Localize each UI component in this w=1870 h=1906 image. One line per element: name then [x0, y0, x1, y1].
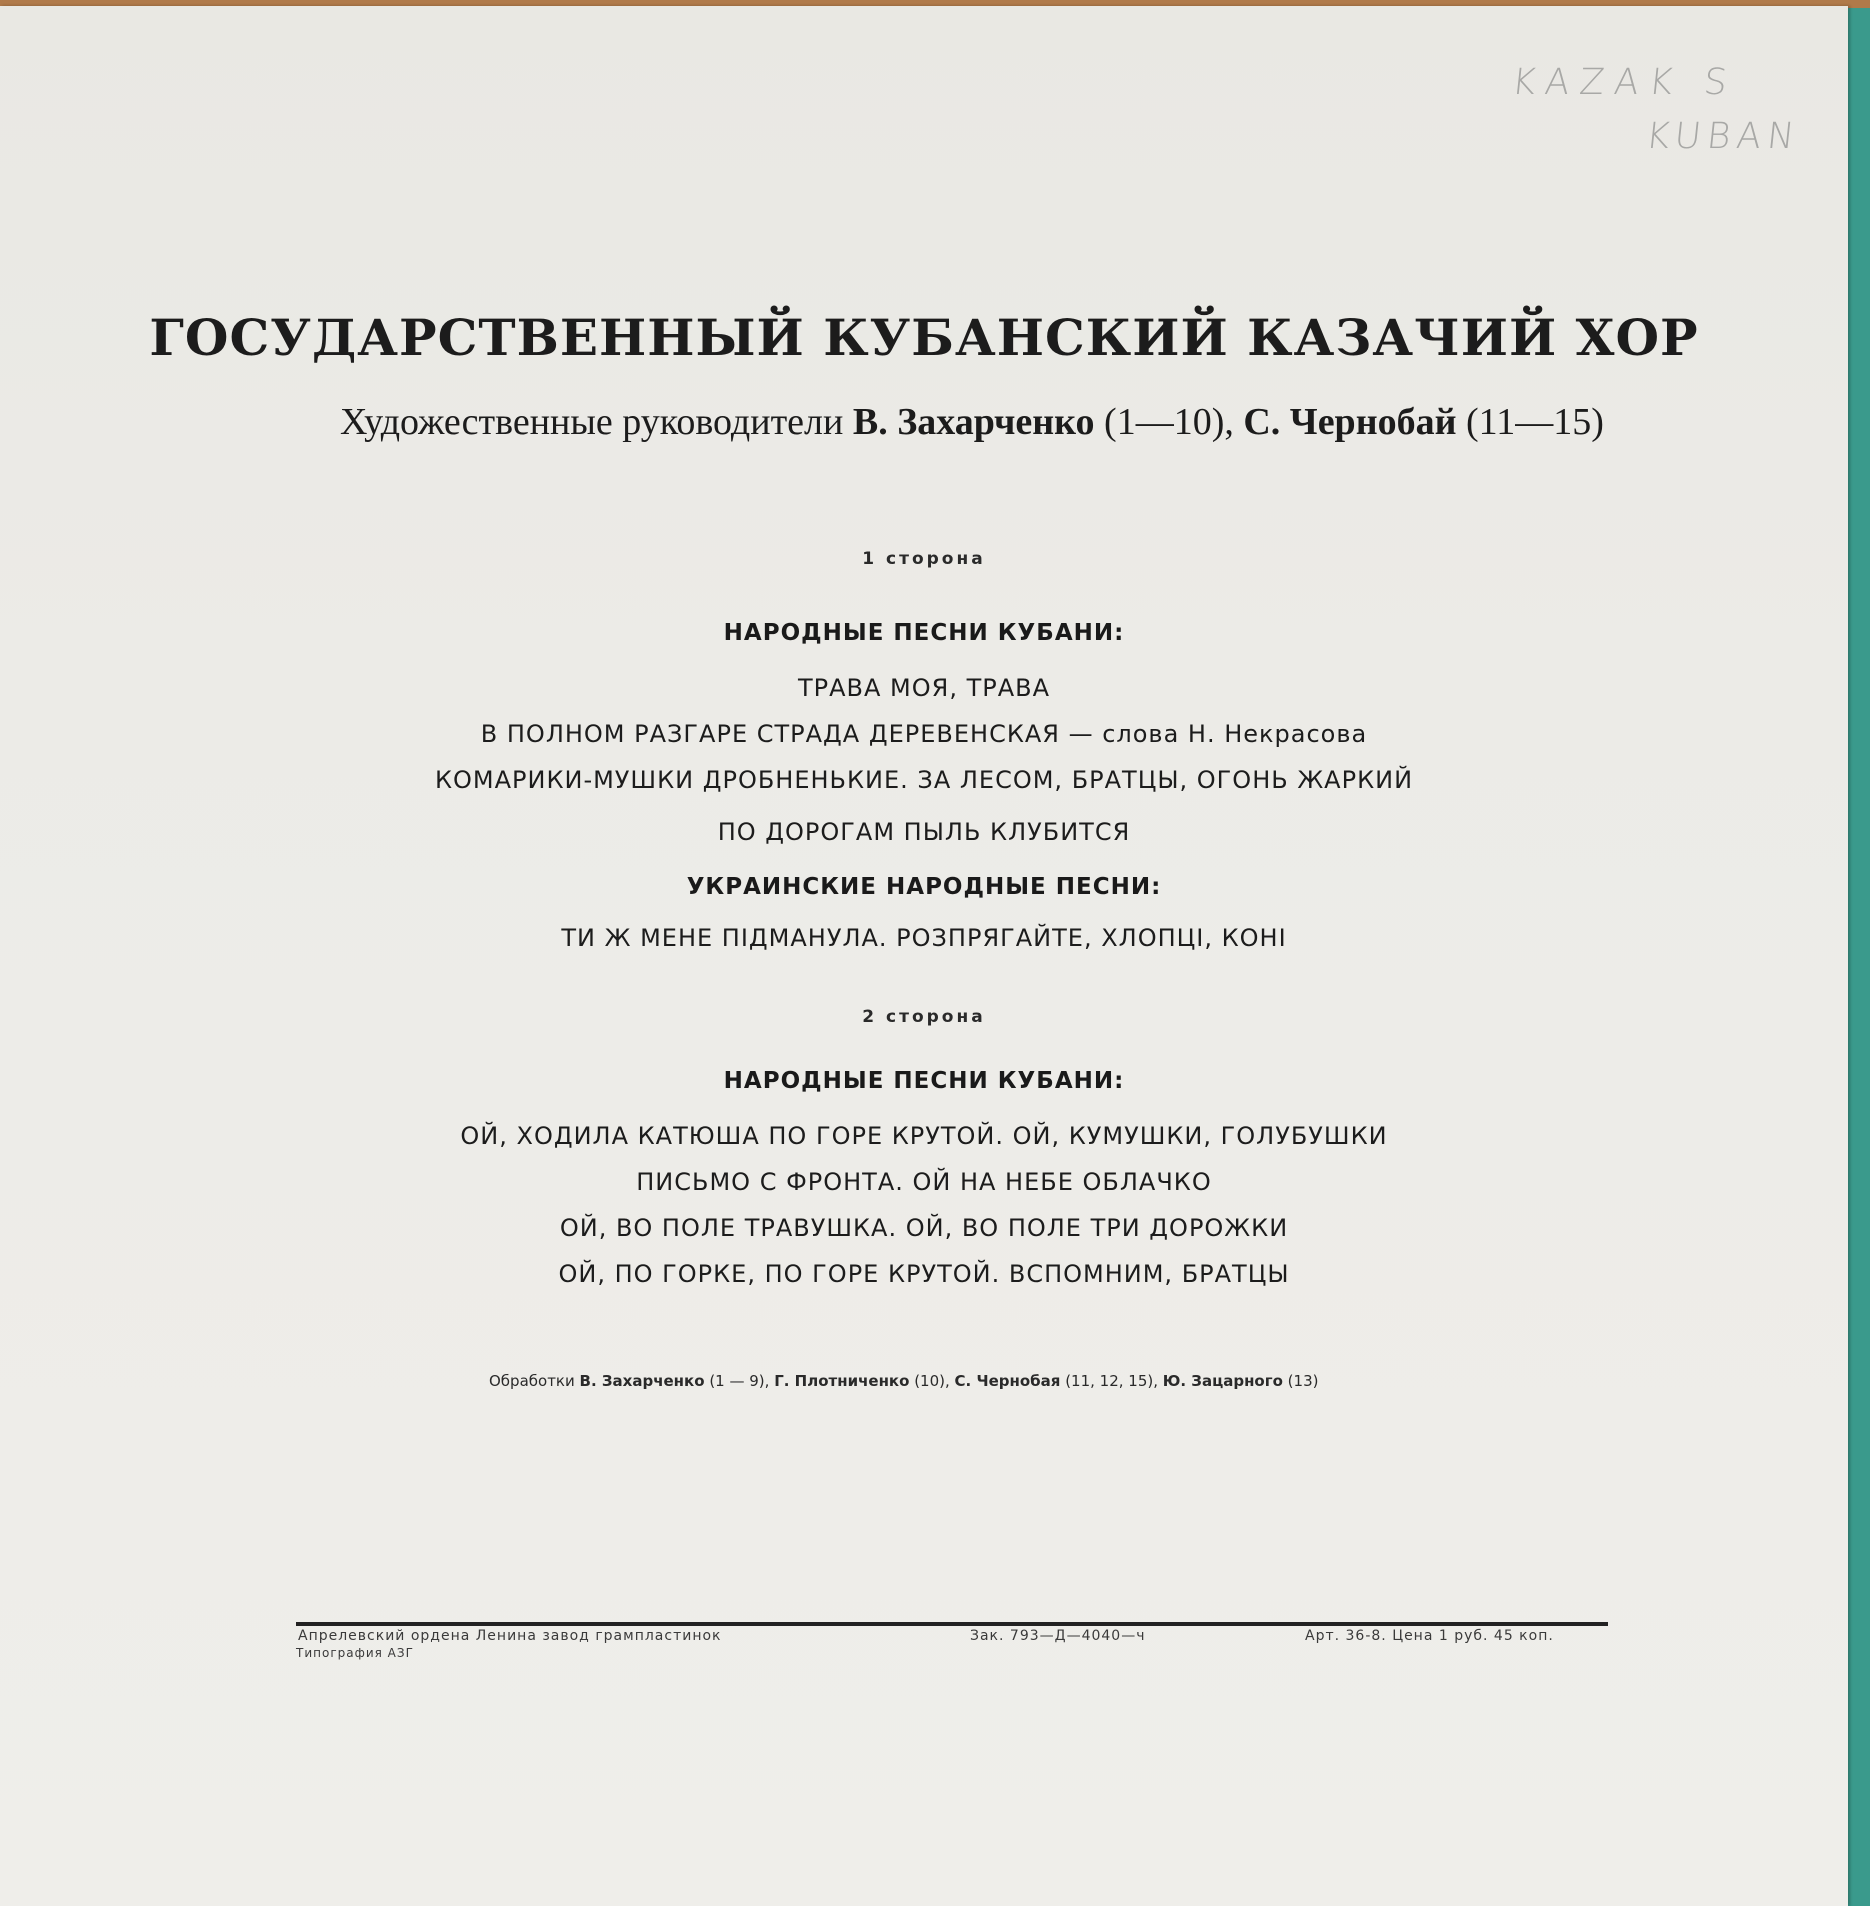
- page-title: ГОСУДАРСТВЕННЫЙ КУБАНСКИЙ КАЗАЧИЙ ХОР: [149, 308, 1699, 367]
- handwritten-note-line2: KUBAN: [1643, 116, 1803, 157]
- printer-text: Типография АЗГ: [296, 1646, 414, 1660]
- director2-name: С. Чернобай: [1243, 401, 1457, 443]
- director1-range: (1—10),: [1104, 401, 1234, 443]
- order-number: Зак. 793—Д—4040—ч: [970, 1628, 1146, 1644]
- side1-section1-heading: НАРОДНЫЕ ПЕСНИ КУБАНИ:: [723, 620, 1125, 646]
- arranger-name: С. Чернобая: [954, 1372, 1061, 1390]
- side2-song: ПИСЬМО С ФРОНТА. ОЙ НА НЕБЕ ОБЛАЧКО: [636, 1168, 1212, 1196]
- side1-song: КОМАРИКИ-МУШКИ ДРОБНЕНЬКИЕ. ЗА ЛЕСОМ, БРАТЦЫ, ОГОНЬ ЖАРКИЙ: [434, 766, 1414, 794]
- director2-range: (11—15): [1465, 401, 1604, 443]
- arranger-range: (11, 12, 15),: [1065, 1372, 1158, 1390]
- arrangements-credit: [489, 1372, 1318, 1390]
- arranger-range: (13): [1287, 1372, 1319, 1390]
- side1-song: ТИ Ж МЕНЕ ПІДМАНУЛА. РОЗПРЯГАЙТЕ, ХЛОПЦІ, КОНІ: [561, 924, 1287, 952]
- arranger-range: (10),: [914, 1372, 950, 1390]
- arranger-name: Г. Плотниченко: [774, 1372, 910, 1390]
- footer-divider: [296, 1622, 1608, 1626]
- side1-song: ТРАВА МОЯ, ТРАВА: [797, 674, 1051, 702]
- manufacturer-text: Апрелевский ордена Ленина завод грампластинок: [298, 1628, 722, 1644]
- side2-label: 2 сторона: [862, 1007, 986, 1027]
- record-sleeve-back: [0, 6, 1848, 1906]
- arranger-name: Ю. Зацарного: [1162, 1372, 1283, 1390]
- director1-name: В. Захарченко: [852, 401, 1095, 443]
- side1-song: В ПОЛНОМ РАЗГАРЕ СТРАДА ДЕРЕВЕНСКАЯ — слова Н. Некрасова: [480, 720, 1368, 748]
- arranger-range: (1 — 9),: [709, 1372, 770, 1390]
- side2-song: ОЙ, ВО ПОЛЕ ТРАВУШКА. ОЙ, ВО ПОЛЕ ТРИ ДОРОЖКИ: [559, 1214, 1289, 1242]
- side1-song: ПО ДОРОГАМ ПЫЛЬ КЛУБИТСЯ: [717, 818, 1131, 846]
- side2-section1-heading: НАРОДНЫЕ ПЕСНИ КУБАНИ:: [723, 1068, 1125, 1094]
- side1-label: 1 сторона: [862, 549, 986, 569]
- side2-song: ОЙ, ПО ГОРКЕ, ПО ГОРЕ КРУТОЙ. ВСПОМНИМ, БРАТЦЫ: [558, 1260, 1290, 1288]
- article-price: Арт. 36-8. Цена 1 руб. 45 коп.: [1305, 1628, 1554, 1644]
- side2-song: ОЙ, ХОДИЛА КАТЮША ПО ГОРЕ КРУТОЙ. ОЙ, КУМУШКИ, ГОЛУБУШКИ: [460, 1122, 1388, 1150]
- handwritten-note-line1: KAZAK S: [1509, 62, 1739, 103]
- arranger-name: В. Захарченко: [579, 1372, 705, 1390]
- directors-prefix: Художественные руководители: [340, 401, 844, 443]
- arrangements-prefix: Обработки: [489, 1372, 575, 1390]
- side1-section2-heading: УКРАИНСКИЕ НАРОДНЫЕ ПЕСНИ:: [686, 874, 1162, 900]
- artistic-directors: [340, 400, 1604, 444]
